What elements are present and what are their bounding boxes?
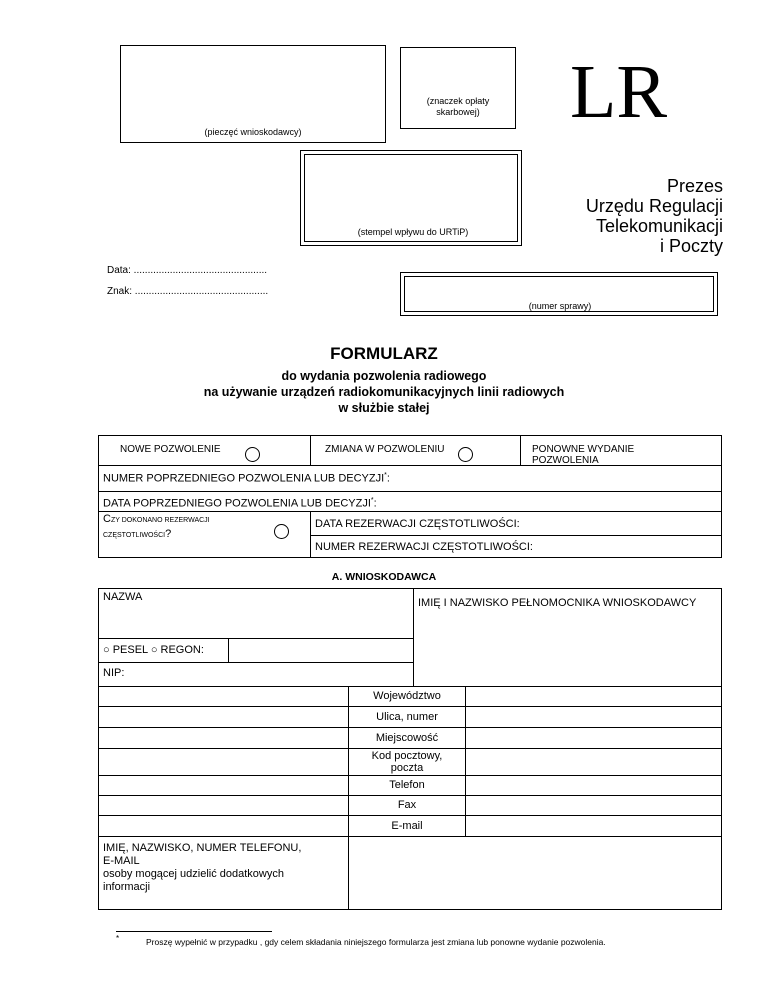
form-subtitle bbox=[0, 368, 768, 416]
footnote-mark: * bbox=[116, 934, 120, 943]
case-number-caption: (numer sprawy) bbox=[528, 301, 592, 311]
name-field[interactable] bbox=[99, 604, 412, 637]
reservation-date-label: DATA REZERWACJI CZĘSTOTLIWOŚCI: bbox=[315, 518, 520, 530]
footnote-ref: * bbox=[384, 472, 387, 479]
reservation-radio[interactable] bbox=[274, 524, 289, 539]
applicant-stamp-caption: (pieczęć wnioskodawcy) bbox=[204, 127, 302, 137]
reservation-number-label: NUMER REZERWACJI CZĘSTOTLIWOŚCI: bbox=[315, 541, 533, 553]
prev-number-label: NUMER POPRZEDNIEGO POZWOLENIA LUB DECYZJI*: bbox=[103, 472, 390, 485]
addressee-line-3: Telekomunikacji bbox=[595, 216, 723, 236]
email-label: E-mail bbox=[391, 820, 423, 832]
voivodeship-label: Województwo bbox=[373, 690, 441, 702]
phone-label: Telefon bbox=[389, 779, 425, 791]
new-permit-radio[interactable] bbox=[245, 447, 260, 462]
fax-label: Fax bbox=[397, 799, 417, 811]
change-permit-label: ZMIANA W POZWOLENIU bbox=[325, 444, 445, 455]
sign-field[interactable]: Znak: ................................................ bbox=[107, 286, 269, 297]
subtitle-line-2: na używanie urządzeń radiokomunikacyjnych linii radiowych bbox=[203, 385, 565, 399]
footnote-text: Proszę wypełnić w przypadku , gdy celem składania niniejszego formularza jest zmiana lub ponowne wydanie pozwolenia. bbox=[146, 937, 606, 947]
footnote-rule bbox=[116, 931, 272, 932]
proxy-label: IMIĘ I NAZWISKO PEŁNOMOCNIKA WNIOSKODAWCY bbox=[418, 597, 697, 609]
form-title: FORMULARZ bbox=[330, 344, 438, 363]
pesel-regon-field[interactable] bbox=[229, 639, 412, 661]
subtitle-line-3: w służbie stałej bbox=[338, 401, 430, 415]
section-a-heading: A. WNIOSKODAWCA bbox=[331, 571, 437, 583]
nip-label: NIP: bbox=[103, 667, 125, 679]
contact-person-field[interactable] bbox=[349, 837, 721, 909]
postal-code-label: Kod pocztowy, poczta bbox=[371, 750, 443, 774]
reservation-question: CZY DOKONANO REZERWACJI CZĘSTOTLIWOŚCI? bbox=[103, 513, 210, 540]
change-permit-radio[interactable] bbox=[458, 447, 473, 462]
date-field[interactable]: Data: ................................................ bbox=[107, 265, 268, 276]
name-label: NAZWA bbox=[103, 591, 143, 603]
addressee-line-4: i Poczty bbox=[659, 236, 723, 256]
logo-lr: LR bbox=[570, 50, 668, 134]
street-label: Ulica, numer bbox=[376, 711, 438, 723]
reissue-label: PONOWNE WYDANIE POZWOLENIA bbox=[532, 444, 635, 466]
addressee-block bbox=[520, 176, 723, 256]
addressee-line-1: Prezes bbox=[666, 176, 723, 196]
addressee-line-2: Urzędu Regulacji bbox=[585, 196, 723, 216]
city-label: Miejscowość bbox=[375, 732, 439, 744]
urtip-stamp-caption: (stempel wpływu do URTiP) bbox=[357, 227, 469, 237]
new-permit-label: NOWE POZWOLENIE bbox=[120, 444, 221, 455]
pesel-regon-label[interactable]: ○ PESEL ○ REGON: bbox=[103, 644, 204, 656]
subtitle-line-1: do wydania pozwolenia radiowego bbox=[281, 369, 487, 383]
fee-stamp-caption: (znaczek opłaty skarbowej) bbox=[426, 96, 490, 117]
prev-date-label: DATA POPRZEDNIEGO POZWOLENIA LUB DECYZJI*: bbox=[103, 497, 377, 510]
contact-person-label: IMIĘ, NAZWISKO, NUMER TELEFONU, E-MAIL osoby mogącej udzielić dodatkowych informacji bbox=[103, 842, 302, 893]
